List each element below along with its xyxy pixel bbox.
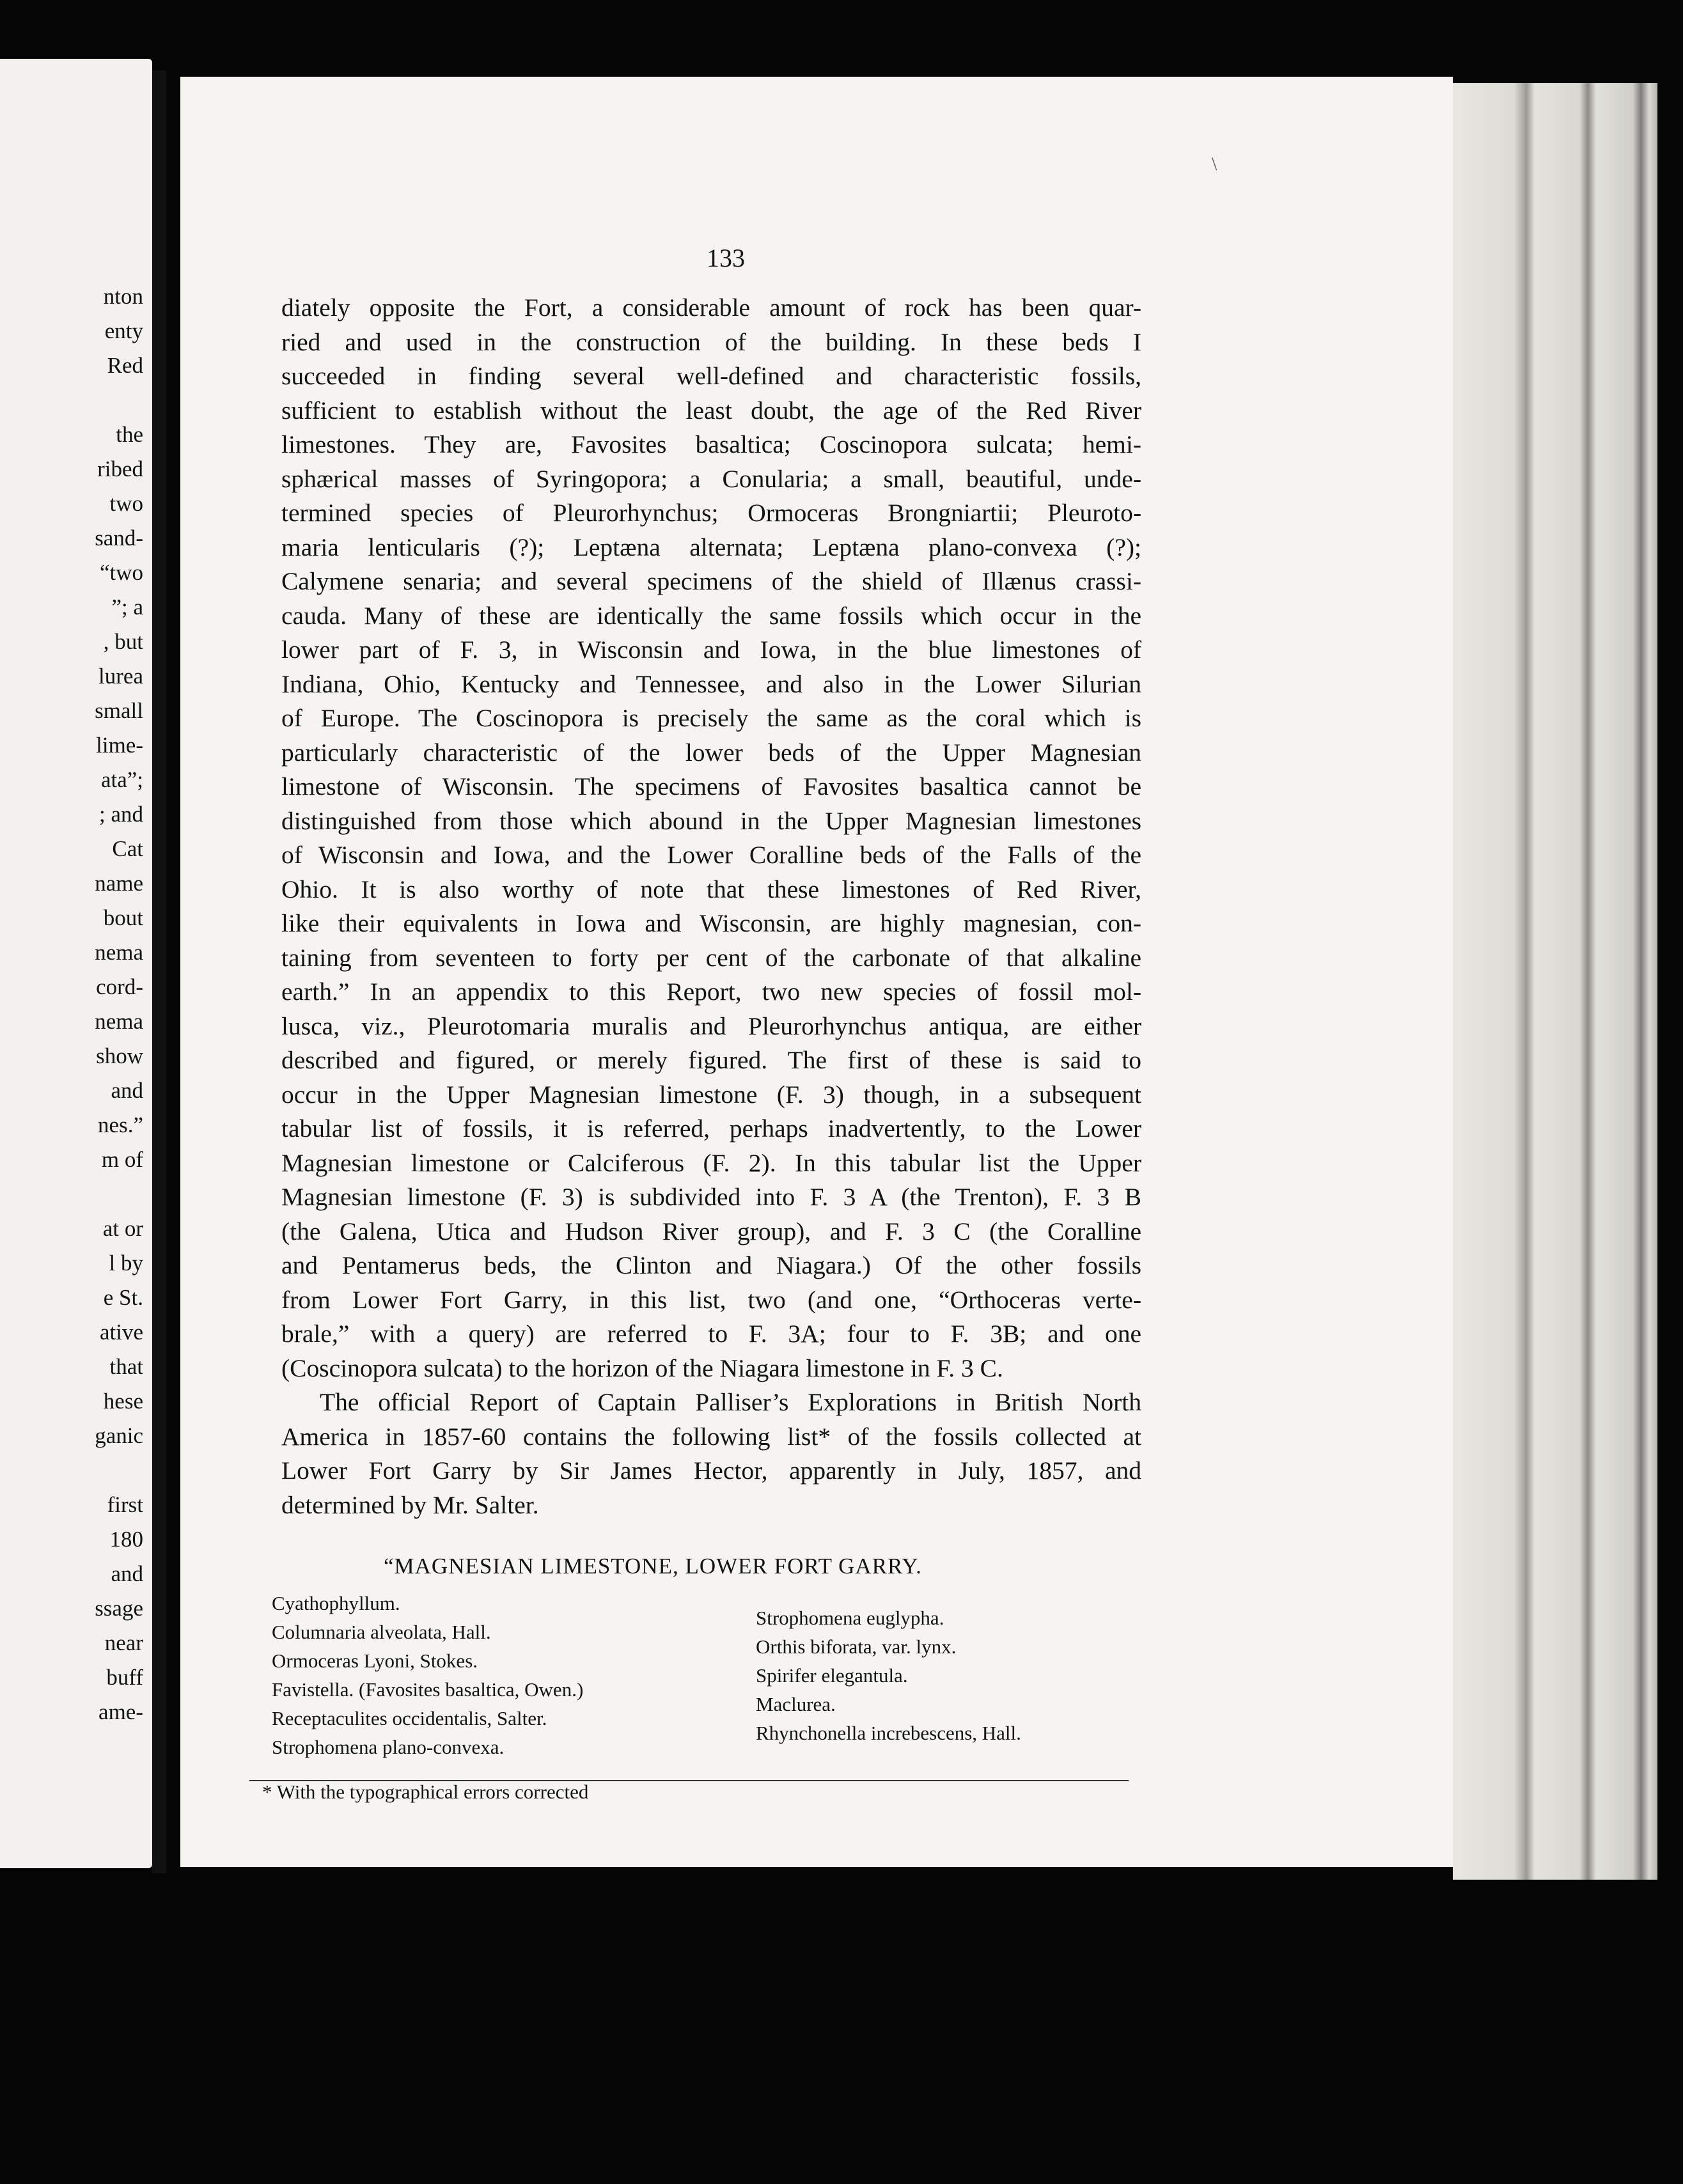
left-page-fragment: ganic — [95, 1423, 143, 1448]
text-line: succeeded in finding several well-defined and characteristic fossils, — [281, 362, 1141, 390]
left-page-fragment: buff — [106, 1665, 143, 1690]
left-page-fragment: two — [109, 491, 143, 516]
text-line: determined by Mr. Salter. — [281, 1490, 539, 1519]
text-line: ried and used in the construction of the building. In these beds I — [281, 327, 1141, 356]
text-line: and Pentamerus beds, the Clinton and Niagara.) Of the other fossils — [281, 1251, 1141, 1279]
text-line: termined species of Pleurorhynchus; Ormoceras Brongniartii; Pleuroto- — [281, 499, 1141, 527]
left-page-fragment: that — [109, 1354, 143, 1379]
left-page-fragment: enty — [104, 318, 143, 343]
text-line: cauda. Many of these are identically the same fossils which occur in the — [281, 601, 1141, 630]
text-line: sphærical masses of Syringopora; a Conularia; a small, beautiful, unde- — [281, 464, 1141, 493]
fossil-list-item: Strophomena euglypha. — [756, 1607, 944, 1629]
fossil-list-left — [272, 1589, 583, 1761]
left-page-fragment: small — [95, 698, 143, 723]
fossil-list-item: Spirifer elegantula. — [756, 1664, 908, 1687]
text-line: Ohio. It is also worthy of note that these limestones of Red River, — [281, 875, 1141, 903]
left-page-fragment: Red — [107, 353, 143, 378]
left-page-fragment: hese — [103, 1389, 143, 1414]
left-page-fragment: the — [116, 422, 143, 447]
fossil-list-item: Columnaria alveolata, Hall. — [272, 1621, 491, 1643]
text-line: from Lower Fort Garry, in this list, two (and one, “Orthoceras verte- — [281, 1285, 1141, 1314]
left-page-fragment: ata”; — [100, 767, 143, 792]
fossil-list-right — [756, 1603, 1021, 1747]
left-page-fragment: lime- — [96, 733, 143, 758]
text-line: particularly characteristic of the lower beds of the Upper Magnesian — [281, 738, 1141, 767]
left-page-fragment: l by — [109, 1251, 143, 1275]
left-page-fragment: ative — [99, 1320, 143, 1345]
left-page-fragment: , but — [103, 629, 143, 654]
text-line: Magnesian limestone or Calciferous (F. 2). In this tabular list the Upper — [281, 1148, 1141, 1177]
left-page-fragment: and — [111, 1078, 143, 1103]
left-page-fragment: ”; a — [111, 595, 143, 620]
left-page-fragment: and — [111, 1561, 143, 1586]
book-gutter — [152, 70, 166, 1873]
left-page-fragment: ssage — [95, 1596, 143, 1621]
fossil-list-item: Cyathophyllum. — [272, 1592, 400, 1614]
text-line: Calymene senaria; and several specimens of the shield of Illænus crassi- — [281, 567, 1141, 595]
text-line: limestones. They are, Favosites basaltica; Coscinopora sulcata; hemi- — [281, 430, 1141, 458]
page-number: 133 — [707, 244, 745, 272]
text-line: (the Galena, Utica and Hudson River group), and F. 3 C (the Coralline — [281, 1217, 1141, 1245]
fossil-list-item: Maclurea. — [756, 1693, 836, 1715]
fossil-list-item: Favistella. (Favosites basaltica, Owen.) — [272, 1678, 584, 1701]
fossil-list-item: Orthis biforata, var. lynx. — [756, 1635, 957, 1658]
left-page-fragment: nes.” — [98, 1112, 143, 1137]
text-line: of Wisconsin and Iowa, and the Lower Coralline beds of the Falls of the — [281, 841, 1141, 869]
left-page-fragment: show — [96, 1043, 143, 1068]
left-page-fragment: nema — [95, 1009, 143, 1034]
paragraph-1 — [281, 291, 1141, 1385]
fossil-list-item: Receptaculites occidentalis, Salter. — [272, 1707, 547, 1729]
left-page-fragment: “two — [99, 560, 143, 585]
left-page-fragment: cord- — [96, 974, 143, 999]
text-line: of Europe. The Coscinopora is precisely the same as the coral which is — [281, 704, 1141, 732]
left-page-fragment: lurea — [98, 664, 143, 689]
left-page-fragment: bout — [103, 905, 143, 930]
left-page-sliver — [0, 59, 152, 1868]
body-text — [281, 291, 1141, 1522]
left-page-fragment: nema — [95, 940, 143, 965]
footnote: * With the typographical errors corrected — [262, 1781, 589, 1803]
fossil-list-item: Strophomena plano-convexa. — [272, 1736, 505, 1758]
text-line: Lower Fort Garry by Sir James Hector, apparently in July, 1857, and — [281, 1456, 1141, 1485]
fossil-list-item: Rhynchonella increbescens, Hall. — [756, 1722, 1021, 1744]
text-line: distinguished from those which abound in the Upper Magnesian limestones — [281, 806, 1141, 835]
left-page-fragment: at or — [102, 1216, 143, 1241]
text-line: diately opposite the Fort, a considerable amount of rock has been quar- — [281, 293, 1141, 322]
left-page-fragment: ; and — [98, 802, 143, 827]
text-line: (Coscinopora sulcata) to the horizon of the Niagara limestone in F. 3 C. — [281, 1353, 1003, 1382]
text-line: occur in the Upper Magnesian limestone (F. 3) though, in a subsequent — [281, 1080, 1141, 1109]
left-page-fragment: near — [104, 1630, 143, 1655]
left-page-fragment: Cat — [112, 836, 143, 861]
text-line: Magnesian limestone (F. 3) is subdivided into F. 3 A (the Trenton), F. 3 B — [281, 1183, 1141, 1211]
text-line: America in 1857-60 contains the following list* of the fossils collected at — [281, 1422, 1141, 1451]
paragraph-2 — [281, 1385, 1141, 1522]
left-page-fragment: e St. — [103, 1285, 143, 1310]
text-line: tabular list of fossils, it is referred, perhaps inadvertently, to the Lower — [281, 1114, 1141, 1143]
left-page-fragment: ribed — [97, 456, 143, 481]
text-line: limestone of Wisconsin. The specimens of Favosites basaltica cannot be — [281, 772, 1141, 800]
fossil-list-item: Ormoceras Lyoni, Stokes. — [272, 1650, 478, 1672]
text-line: lower part of F. 3, in Wisconsin and Iowa, in the blue limestones of — [281, 636, 1141, 664]
text-line: described and figured, or merely figured. The first of these is said to — [281, 1046, 1141, 1074]
left-page-fragment: sand- — [95, 526, 143, 550]
left-page-fragment: first — [107, 1492, 143, 1517]
text-line: sufficient to establish without the least doubt, the age of the Red River — [281, 396, 1141, 425]
text-line: taining from seventeen to forty per cent of the carbonate of that alkaline — [281, 943, 1141, 972]
scan-speck: \ — [1212, 153, 1217, 175]
text-line: Indiana, Ohio, Kentucky and Tennessee, and also in the Lower Silurian — [281, 669, 1141, 698]
left-page-fragment: ame- — [98, 1699, 143, 1724]
text-line: The official Report of Captain Palliser’s Explorations in British North — [320, 1388, 1141, 1416]
left-page-fragment: 180 — [109, 1527, 143, 1552]
text-line: lusca, viz., Pleurotomaria muralis and Pleurorhynchus antiqua, are either — [281, 1011, 1141, 1040]
left-page-fragment: name — [95, 871, 143, 896]
text-line: like their equivalents in Iowa and Wisconsin, are highly magnesian, con- — [281, 909, 1141, 937]
left-page-fragment: m of — [101, 1147, 143, 1172]
page-edges — [1453, 83, 1657, 1880]
left-page-fragment: nton — [103, 284, 143, 309]
text-line: maria lenticularis (?); Leptæna alternata; Leptæna plano-convexa (?); — [281, 533, 1141, 561]
list-heading: “MAGNESIAN LIMESTONE, LOWER FORT GARRY. — [384, 1554, 922, 1579]
text-line: earth.” In an appendix to this Report, two new species of fossil mol- — [281, 978, 1141, 1006]
text-line: brale,” with a query) are referred to F. 3A; four to F. 3B; and one — [281, 1320, 1141, 1348]
